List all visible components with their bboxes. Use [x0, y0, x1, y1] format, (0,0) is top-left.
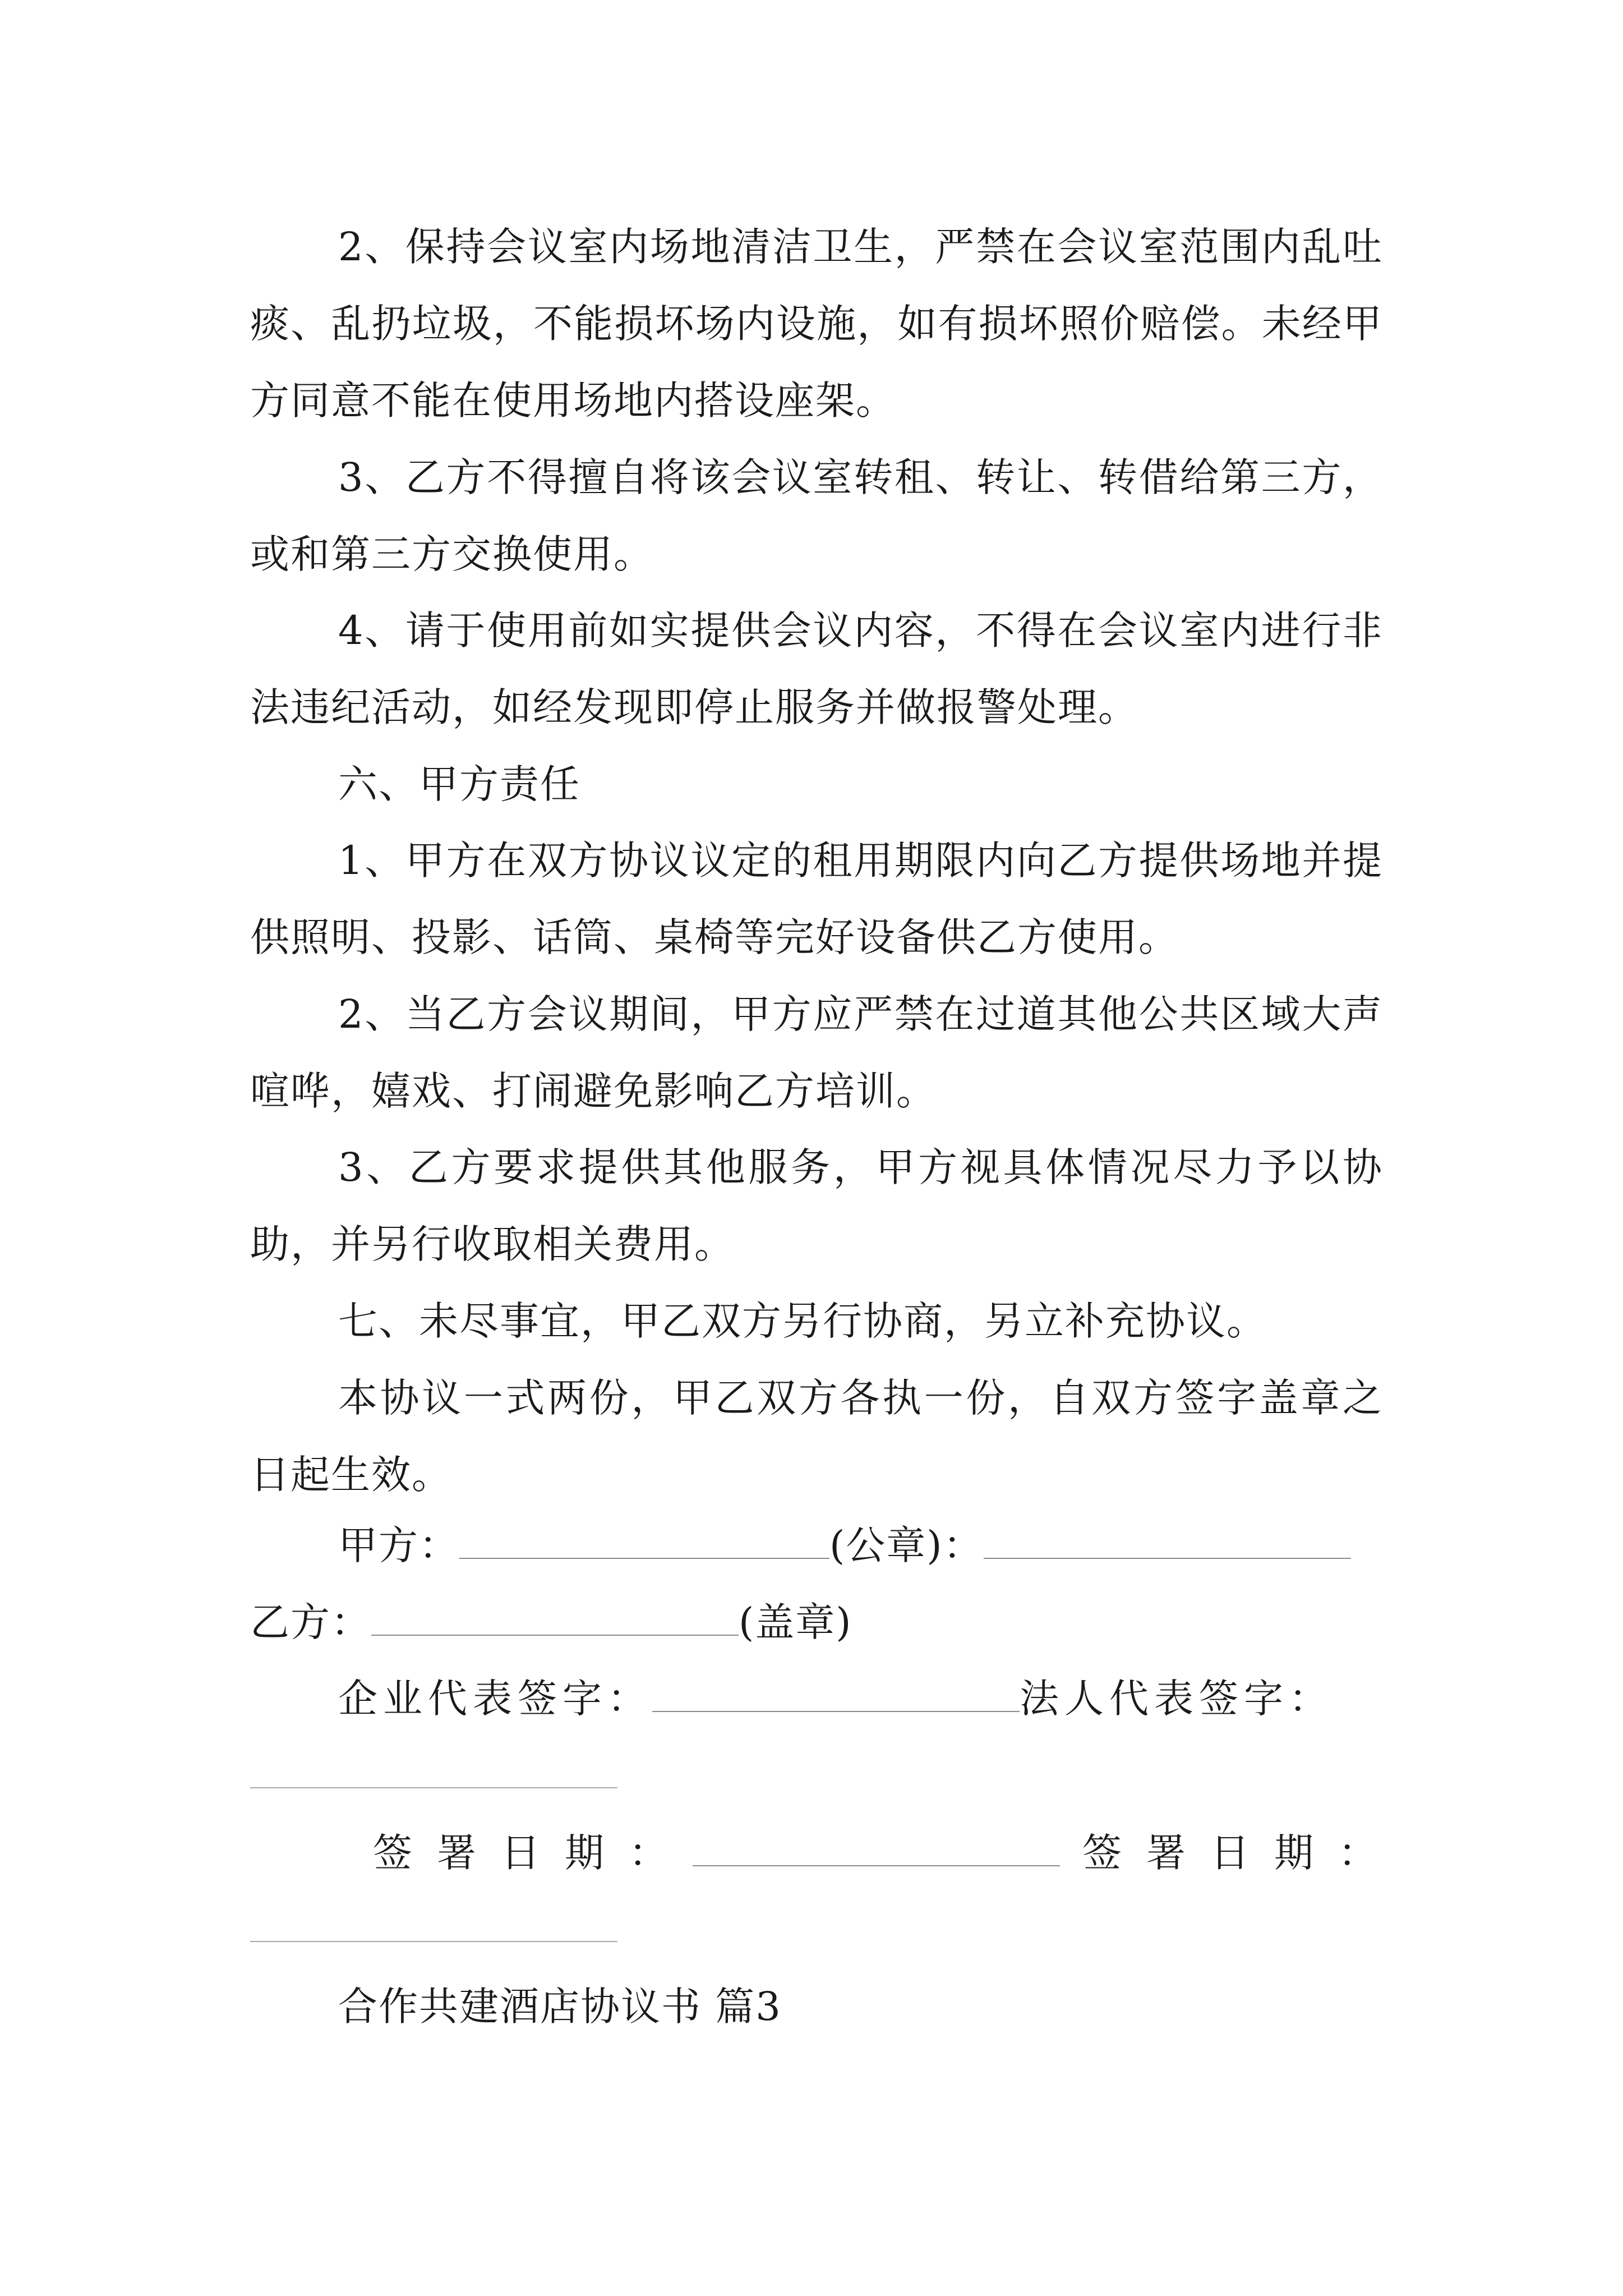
party-b-seal-label: (盖章): [739, 1599, 852, 1645]
company-rep-label: 企业代表签字：: [338, 1676, 652, 1722]
section-7-paragraph: 七、未尽事宜，甲乙双方另行协商，另立补充协议。: [338, 1298, 1267, 1344]
legal-rep-blank: [250, 1787, 617, 1788]
party-a-label: 甲方：: [338, 1522, 459, 1568]
clause-3-paragraph: 3、乙方不得擅自将该会议室转租、转让、转借给第三方，或和第三方交换使用。: [250, 454, 1383, 577]
representative-line: [338, 1671, 1334, 1727]
company-rep-blank: [652, 1676, 1020, 1712]
clause-2-paragraph: 2、保持会议室内场地清洁卫生，严禁在会议室范围内乱吐痰、乱扔垃圾，不能损坏场内设施，如有损坏照价赔偿。未经甲方同意不能在使用场地内搭设座架。: [250, 224, 1383, 424]
party-b-blank: [371, 1600, 739, 1636]
sign-date-line: [373, 1825, 1402, 1881]
section-6-item-2: 2、当乙方会议期间，甲方应严禁在过道其他公共区域大声喧哗，嬉戏、打闹避免影响乙方培训。: [250, 991, 1383, 1114]
section-6-heading: 六、甲方责任: [338, 761, 580, 807]
next-document-title: 合作共建酒店协议书 篇3: [338, 1984, 782, 2030]
party-b-line: [250, 1594, 852, 1650]
sign-date-label: 签署日期：: [373, 1830, 693, 1876]
section-6-item-1: 1、甲方在双方协议议定的租用期限内向乙方提供场地并提供照明、投影、话筒、桌椅等完好设备供乙方使用。: [250, 838, 1383, 960]
party-a-blank: [459, 1523, 829, 1559]
copies-paragraph: 本协议一式两份，甲乙双方各执一份，自双方签字盖章之日起生效。: [250, 1375, 1383, 1498]
party-a-seal-blank: [984, 1523, 1351, 1559]
sign-date-blank-2: [250, 1941, 617, 1942]
party-a-line: [338, 1517, 1351, 1573]
clause-4-paragraph: 4、请于使用前如实提供会议内容，不得在会议室内进行非法违纪活动，如经发现即停止服务并做报警处理。: [250, 608, 1383, 730]
section-6-item-3: 3、乙方要求提供其他服务，甲方视具体情况尽力予以协助，并另行收取相关费用。: [250, 1144, 1383, 1267]
sign-date-label-2: 签署日期：: [1082, 1830, 1402, 1876]
sign-date-blank: [693, 1830, 1060, 1866]
party-a-seal-label: (公章)：: [829, 1522, 984, 1568]
legal-rep-label: 法人代表签字：: [1020, 1676, 1334, 1722]
party-b-label: 乙方：: [250, 1599, 371, 1645]
